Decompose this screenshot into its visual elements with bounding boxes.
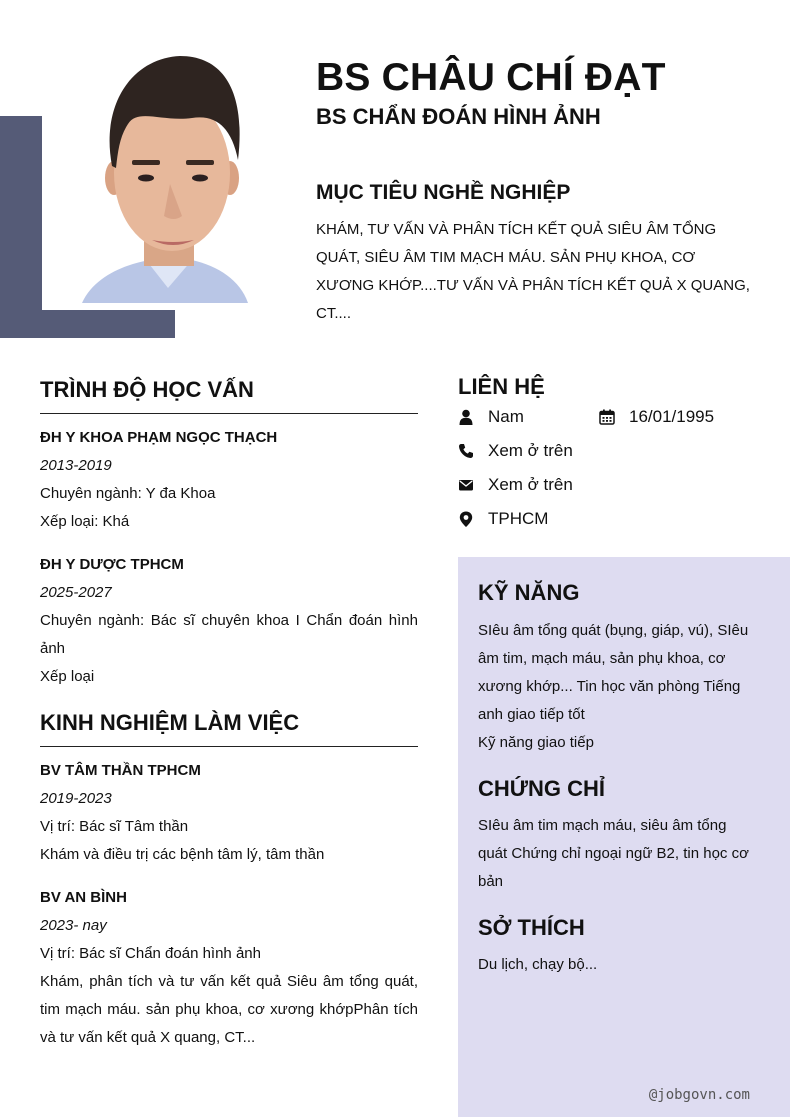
company-name: BV TÂM THẦN TPHCM: [40, 762, 201, 779]
experience-heading: KINH NGHIỆM LÀM VIỆC: [40, 710, 300, 735]
objective-heading: MỤC TIÊU NGHỀ NGHIỆP: [316, 181, 571, 204]
experience-description: Khám, phân tích và tư vấn kết quả Siêu âm tổng quát, tim mạch máu. sản phụ khoa, cơ xương khớpPhân tích và tư vấn kết quả X quang, CT...: [40, 973, 418, 1046]
skills-extra: Kỹ năng giao tiếp: [478, 734, 594, 751]
education-grade: Xếp loại: [40, 668, 95, 685]
profile-photo: [42, 38, 282, 303]
experience-description: Khám và điều trị các bệnh tâm lý, tâm thần: [40, 846, 325, 863]
contact-gender: [458, 407, 524, 427]
contact-heading: LIÊN HỆ: [458, 374, 545, 399]
education-heading: TRÌNH ĐỘ HỌC VẤN: [40, 377, 254, 402]
education-item: [40, 424, 418, 536]
education-major: Chuyên ngành: Y đa Khoa: [40, 485, 216, 502]
location-value: TPHCM: [488, 509, 549, 528]
education-grade: Xếp loại: Khá: [40, 513, 130, 530]
experience-item: [40, 884, 418, 1052]
skills-heading: KỸ NĂNG: [478, 580, 580, 605]
objective-text: KHÁM, TƯ VẤN VÀ PHÂN TÍCH KẾT QUẢ SIÊU ÂM TỔNG QUÁT, SIÊU ÂM TIM MẠCH MÁU. SẢN PHỤ KHOA, CƠ XƯƠNG KHỚP....TƯ VẤN VÀ PHÂN TÍCH KẾT QUẢ X QUANG, CT....: [316, 221, 750, 322]
experience-position: Vị trí: Bác sĩ Tâm thần: [40, 818, 189, 835]
calendar-icon: [599, 409, 615, 425]
experience-period: 2023- nay: [40, 917, 107, 934]
school-name: ĐH Y KHOA PHẠM NGỌC THẠCH: [40, 429, 278, 446]
education-divider: [40, 413, 418, 414]
certificates-heading: CHỨNG CHỈ: [478, 776, 606, 801]
full-name: BS CHÂU CHÍ ĐẠT: [316, 56, 666, 99]
school-name: ĐH Y DƯỢC TPHCM: [40, 556, 184, 573]
contact-location: [458, 509, 548, 529]
experience-period: 2019-2023: [40, 790, 112, 807]
birthday-value: 16/01/1995: [629, 407, 715, 426]
education-period: 2025-2027: [40, 584, 112, 601]
mail-icon: [458, 477, 474, 493]
company-name: BV AN BÌNH: [40, 889, 127, 906]
certificates-text: SIêu âm tim mạch máu, siêu âm tổng quát Chứng chỉ ngoại ngữ B2, tin học cơ bản: [478, 817, 749, 890]
gender-value: Nam: [488, 407, 524, 426]
phone-icon: [458, 443, 474, 459]
email-value: Xem ở trên: [488, 475, 573, 494]
accent-bar: [0, 116, 42, 338]
education-period: 2013-2019: [40, 457, 112, 474]
phone-value: Xem ở trên: [488, 441, 573, 460]
contact-birthday: [599, 407, 714, 427]
user-icon: [458, 409, 474, 425]
accent-bar-bottom: [0, 310, 175, 338]
experience-position: Vị trí: Bác sĩ Chẩn đoán hình ảnh: [40, 945, 261, 962]
education-item: [40, 551, 418, 691]
location-pin-icon: [458, 511, 474, 527]
contact-email: [458, 475, 573, 495]
contact-phone: [458, 441, 573, 461]
hobbies-text: Du lịch, chạy bộ...: [478, 956, 598, 973]
experience-divider: [40, 746, 418, 747]
education-major: Chuyên ngành: Bác sĩ chuyên khoa I Chẩn đoán hình ảnh: [40, 612, 418, 657]
job-title: BS CHẨN ĐOÁN HÌNH ẢNH: [316, 104, 601, 129]
skills-section: [478, 617, 750, 757]
experience-item: [40, 757, 418, 869]
hobbies-heading: SỞ THÍCH: [478, 915, 585, 940]
skills-text: SIêu âm tổng quát (bụng, giáp, vú), SIêu âm tim, mạch máu, sản phụ khoa, cơ xương khớp... Tin học văn phòng Tiếng anh giao tiếp tốt: [478, 622, 749, 723]
watermark: @jobgovn.com: [648, 1087, 750, 1103]
